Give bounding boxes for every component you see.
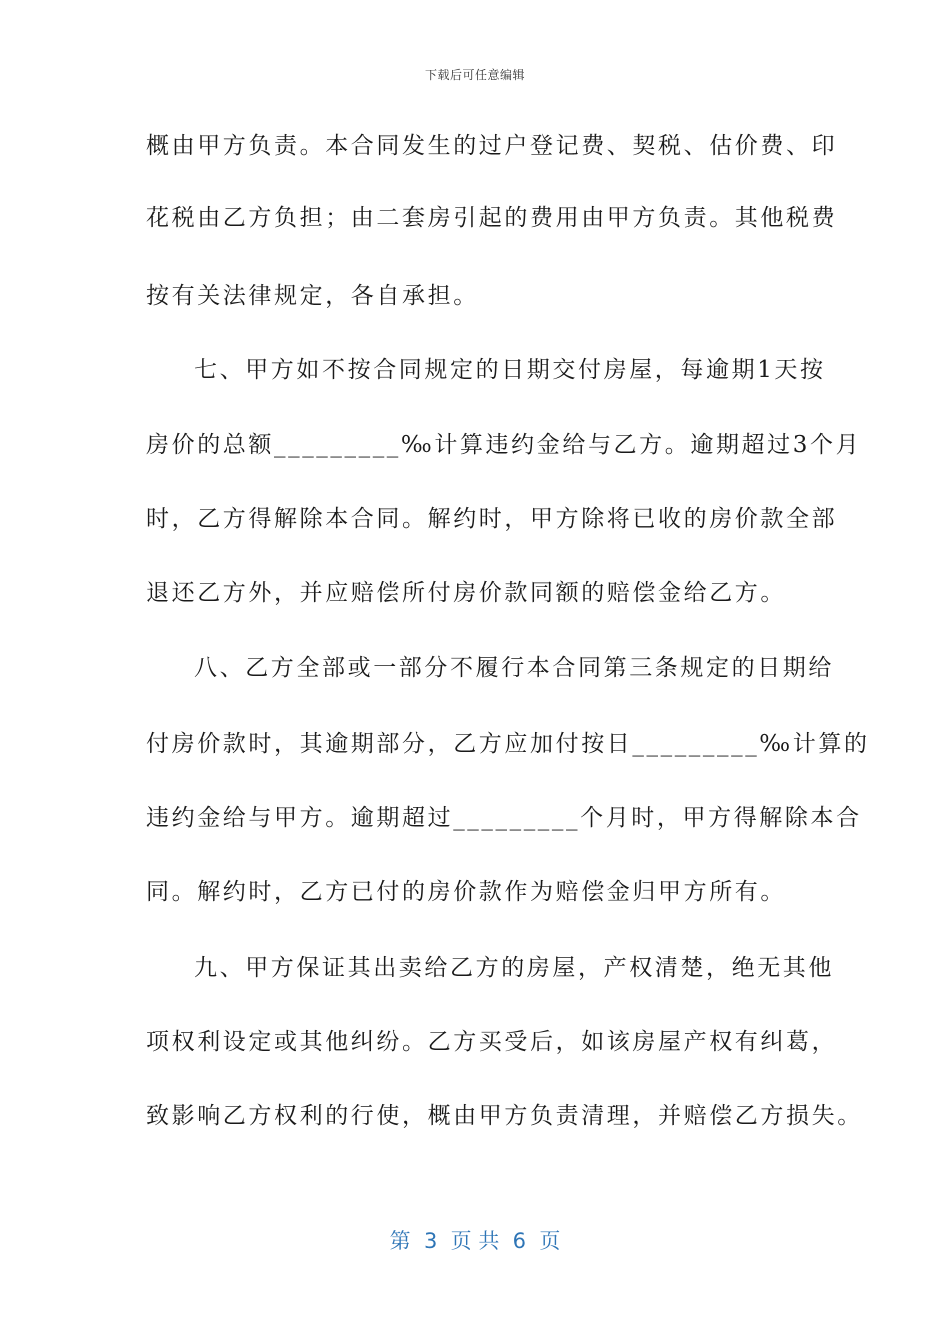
header-note: 下载后可任意编辑 [424, 68, 525, 82]
body-line: 付房价款时，其逾期部分，乙方应加付按日_________‰计算的 [146, 731, 870, 757]
body-line: 项权利设定或其他纠纷。乙方买受后，如该房屋产权有纠葛， [146, 1029, 838, 1055]
body-line: 时，乙方得解除本合同。解约时，甲方除将已收的房价款全部 [146, 506, 838, 532]
clause-7-start: 七、甲方如不按合同规定的日期交付房屋，每逾期1天按 [194, 357, 826, 383]
clause-9-start: 九、甲方保证其出卖给乙方的房屋，产权清楚，绝无其他 [194, 955, 834, 981]
body-line: 退还乙方外，并应赔偿所付房价款同额的赔偿金给乙方。 [146, 580, 786, 606]
body-line: 致影响乙方权利的行使，概由甲方负责清理，并赔偿乙方损失。 [146, 1103, 863, 1129]
body-line: 房价的总额_________‰计算违约金给与乙方。逾期超过3个月 [146, 432, 862, 458]
page-number: 第 3 页 共 6 页 [389, 1229, 561, 1253]
body-line: 同。解约时，乙方已付的房价款作为赔偿金归甲方所有。 [146, 879, 786, 905]
body-line: 违约金给与甲方。逾期超过_________个月时，甲方得解除本合 [146, 805, 862, 831]
body-line: 花税由乙方负担；由二套房引起的费用由甲方负责。其他税费 [146, 205, 838, 231]
body-line: 按有关法律规定，各自承担。 [146, 283, 479, 309]
clause-8-start: 八、乙方全部或一部分不履行本合同第三条规定的日期给 [194, 655, 834, 681]
body-line: 概由甲方负责。本合同发生的过户登记费、契税、估价费、印 [146, 133, 838, 159]
